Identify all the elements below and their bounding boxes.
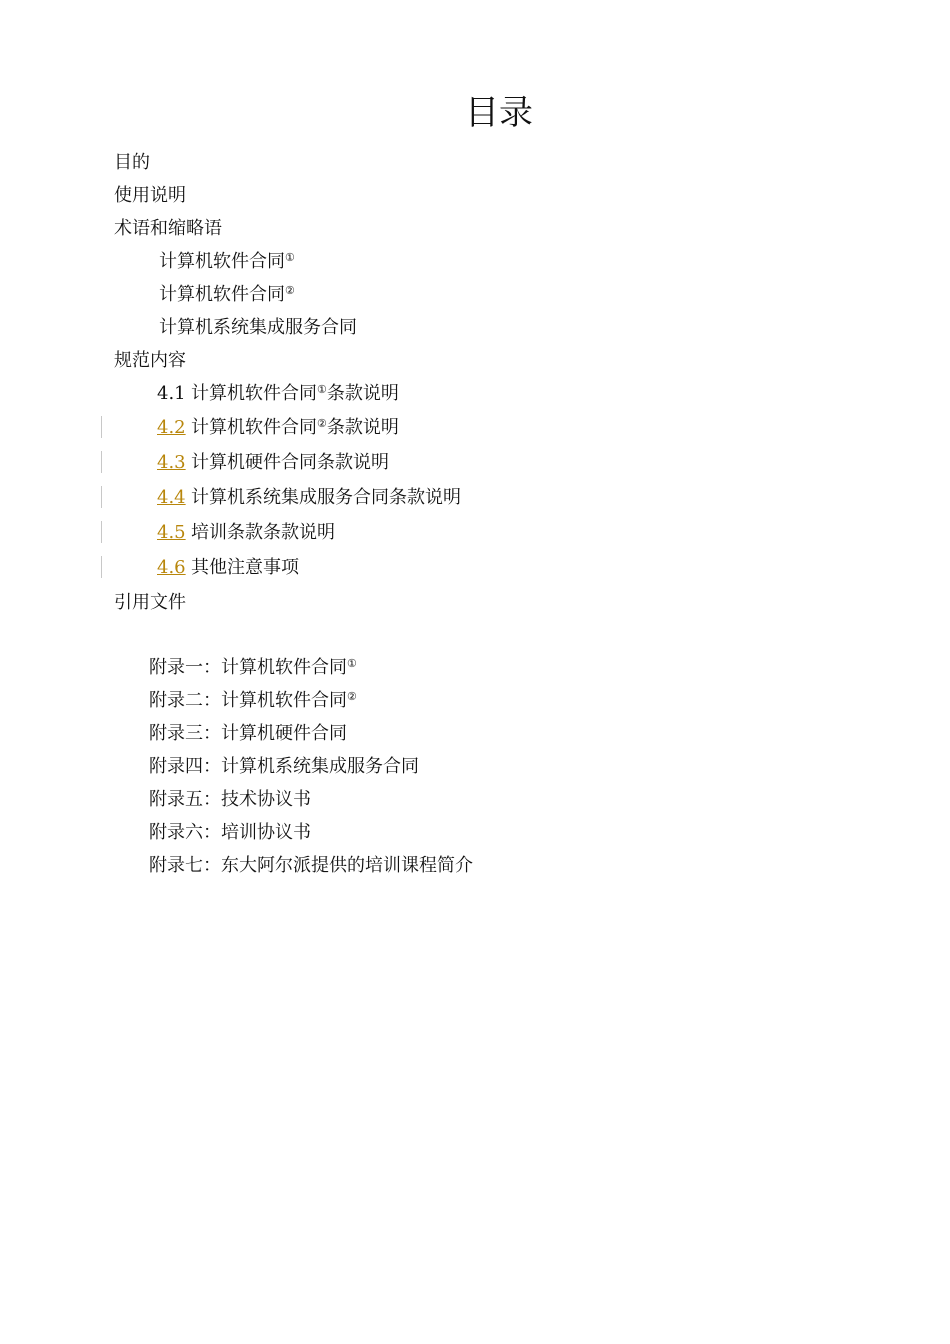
appendix-item-5[interactable] <box>149 788 311 812</box>
change-bar <box>101 451 102 473</box>
section-number-link[interactable]: 4.4 <box>157 487 186 508</box>
appendix-label: 附录四：计算机系统集成服务合同 <box>149 756 419 777</box>
appendix-label: 附录七：东大阿尔派提供的培训课程简介 <box>149 855 473 876</box>
section-label: 计算机软件合同 <box>191 383 317 404</box>
section-label-suffix: 条款说明 <box>326 417 399 438</box>
footnote-mark: ② <box>347 690 357 703</box>
appendix-item-4[interactable] <box>149 755 419 779</box>
toc-subitem-label: 计算机软件合同 <box>159 251 285 272</box>
toc-subsection-4-3[interactable] <box>157 451 389 475</box>
section-label: 计算机系统集成服务合同条款说明 <box>191 487 461 508</box>
toc-subitem-software-contract-1[interactable] <box>159 250 295 274</box>
appendix-label: 附录三：计算机硬件合同 <box>149 723 347 744</box>
toc-item-usage[interactable]: 使用说明 <box>114 185 186 206</box>
footnote-mark: ② <box>317 417 327 430</box>
toc-item-terms[interactable]: 术语和缩略语 <box>114 218 222 239</box>
change-bar <box>101 416 102 438</box>
footnote-mark: ① <box>317 383 327 396</box>
section-number-link[interactable]: 4.6 <box>157 557 186 578</box>
section-label-suffix: 条款说明 <box>326 383 399 404</box>
toc-subsection-4-6[interactable] <box>157 556 299 580</box>
footnote-mark: ① <box>285 251 295 264</box>
toc-subsection-4-1[interactable] <box>157 382 399 406</box>
section-number-link[interactable]: 4.3 <box>157 452 186 473</box>
change-bar <box>101 521 102 543</box>
toc-item-purpose[interactable]: 目的 <box>114 152 150 173</box>
toc-subsection-4-4[interactable] <box>157 486 461 510</box>
appendix-item-6[interactable] <box>149 821 311 845</box>
section-label: 培训条款条款说明 <box>191 522 335 543</box>
toc-subsection-4-5[interactable] <box>157 521 335 545</box>
section-label: 计算机软件合同 <box>191 417 317 438</box>
footnote-mark: ② <box>285 284 295 297</box>
appendix-item-2[interactable] <box>149 689 357 713</box>
section-number: 4.1 <box>157 383 186 404</box>
appendix-label: 附录二：计算机软件合同 <box>149 690 347 711</box>
toc-item-content[interactable]: 规范内容 <box>114 350 186 371</box>
toc-subitem-label: 计算机软件合同 <box>159 284 285 305</box>
section-number-link[interactable]: 4.2 <box>157 417 186 438</box>
appendix-label: 附录六：培训协议书 <box>149 822 311 843</box>
footnote-mark: ① <box>347 657 357 670</box>
appendix-item-1[interactable] <box>149 656 357 680</box>
toc-subitem-integration-contract[interactable]: 计算机系统集成服务合同 <box>159 317 357 338</box>
appendix-item-3[interactable] <box>149 722 347 746</box>
change-bar <box>101 486 102 508</box>
section-label: 其他注意事项 <box>191 557 299 578</box>
toc-subsection-4-2[interactable] <box>157 416 399 440</box>
appendix-item-7[interactable] <box>149 854 473 878</box>
toc-subitem-software-contract-2[interactable] <box>159 283 295 307</box>
section-label: 计算机硬件合同条款说明 <box>191 452 389 473</box>
section-number-link[interactable]: 4.5 <box>157 522 186 543</box>
appendix-label: 附录一：计算机软件合同 <box>149 657 347 678</box>
page-title: 目录 <box>465 93 533 133</box>
appendix-label: 附录五：技术协议书 <box>149 789 311 810</box>
toc-item-references[interactable]: 引用文件 <box>114 592 186 613</box>
change-bar <box>101 556 102 578</box>
